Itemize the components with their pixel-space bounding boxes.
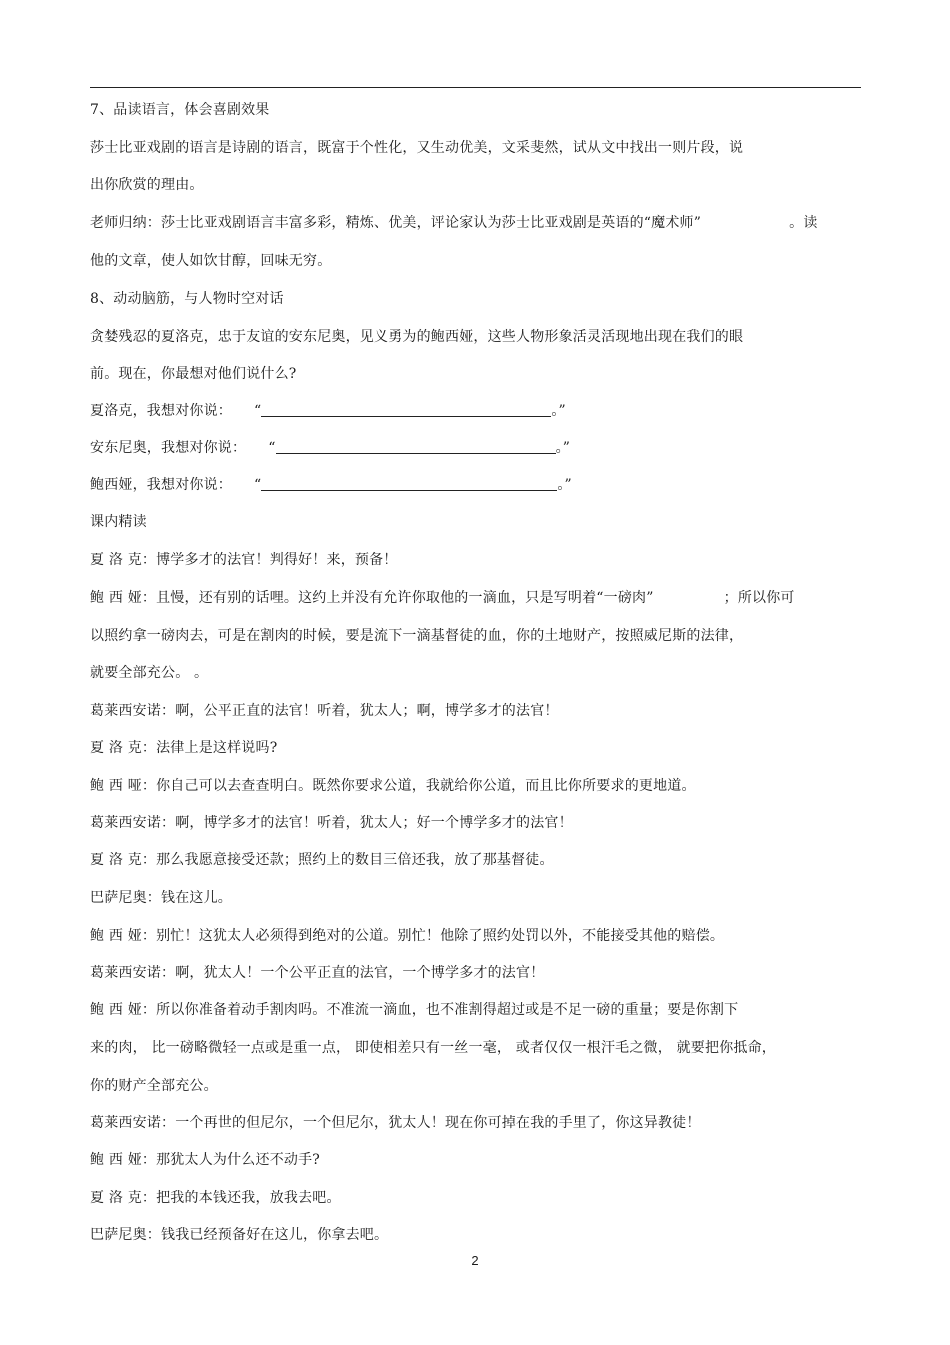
prompt-portia: 鲍西娅，我想对你说： “ 。” [90,477,572,493]
dialogue-line: 巴萨尼奥：钱我已经预备好在这儿，你拿去吧。 [90,1227,389,1243]
answer-blank-antonio[interactable] [276,439,556,454]
section-7-paragraph-line-2: 出你欣赏的理由。 [90,177,204,193]
teacher-summary-tail: 。读 [789,215,818,231]
prompt-portia-label: 鲍西娅，我想对你说： [90,477,232,493]
dialogue-line: 鲍 西 娅：且慢，还有别的话哩。这约上并没有允许你取他的一滴血，只是写明着“一磅肉” ；所以你可 [90,590,795,606]
page-number: 2 [471,1253,479,1268]
dialogue-line: 以照约拿一磅肉去，可是在割肉的时候，要是流下一滴基督徒的血，你的土地财产，按照威尼斯的法律， [90,628,744,644]
dialogue-line: 鲍 西 娅：所以你准备着动手割肉吗。不准流一滴血，也不准割得超过或是不足一磅的重量；要是你割下 [90,1002,739,1018]
section-8-heading: 8、动动脑筋，与人物时空对话 [90,291,284,307]
dialogue-line: 巴萨尼奥：钱在这儿。 [90,890,232,906]
dialogue-line: 夏 洛 克：博学多才的法官！判得好！来，预备！ [90,552,398,568]
dialogue-line: 鲍 西 娅：别忙！这犹太人必须得到绝对的公道。别忙！他除了照约处罚以外，不能接受其他的赔偿。 [90,928,725,944]
teacher-summary-text: 老师归纳：莎士比亚戏剧语言丰富多彩，精炼、优美，评论家认为莎士比亚戏剧是英语的“魔术师” [90,215,702,231]
teacher-summary-line-1 [90,214,818,232]
prompt-antonio-label: 安东尼奥，我想对你说： [90,440,247,456]
dialogue-line: 夏 洛 克：法律上是这样说吗? [90,740,278,756]
dialogue-line: 葛莱西安诺：啊，犹太人！一个公平正直的法官，一个博学多才的法官！ [90,965,545,981]
section-7-heading: 7、品读语言，体会喜剧效果 [90,102,270,118]
dialogue-line: 就要全部充公。 。 [90,665,209,681]
prompt-shylock: 夏洛克，我想对你说： “ 。” [90,403,566,419]
dialogue-line: 你的财产全部充公。 [90,1078,218,1094]
answer-blank-portia[interactable] [261,476,557,491]
dialogue-line: 葛莱西安诺：啊，公平正直的法官！听着，犹太人；啊，博学多才的法官！ [90,703,559,719]
close-reading-heading: 课内精读 [90,514,147,530]
dialogue-line: 来的肉， 比一磅略微轻一点或是重一点， 即使相差只有一丝一毫， 或者仅仅一根汗毛之微， 就要把你抵命， [90,1040,776,1056]
dialogue-line: 鲍 西 哑：你自己可以去查查明白。既然你要求公道，我就给你公道，而且比你所要求的更地道。 [90,778,696,794]
dialogue-line: 夏 洛 克：那么我愿意接受还款；照约上的数目三倍还我，放了那基督徒。 [90,852,554,868]
prompt-shylock-label: 夏洛克，我想对你说： [90,403,232,419]
dialogue-line: 葛莱西安诺：一个再世的但尼尔，一个但尼尔，犹太人！现在你可掉在我的手里了，你这异教徒！ [90,1115,701,1131]
section-8-paragraph-line-2: 前。现在，你最想对他们说什么? [90,366,297,382]
answer-blank-shylock[interactable] [261,402,551,417]
dialogue-line: 夏 洛 克：把我的本钱还我，放我去吧。 [90,1190,341,1206]
header-rule [90,87,861,88]
section-8-paragraph-line-1: 贪婪残忍的夏洛克，忠于友谊的安东尼奥，见义勇为的鲍西娅，这些人物形象活灵活现地出现在我们的眼 [90,329,744,345]
teacher-summary-line-2: 他的文章，使人如饮甘醇，回味无穷。 [90,253,332,269]
prompt-antonio: 安东尼奥，我想对你说： “ 。” [90,440,571,456]
dialogue-line: 葛莱西安诺：啊，博学多才的法官！听着，犹太人；好一个博学多才的法官！ [90,815,573,831]
dialogue-line: 鲍 西 娅：那犹太人为什么还不动手? [90,1152,321,1168]
section-7-paragraph-line-1: 莎士比亚戏剧的语言是诗剧的语言，既富于个性化，又生动优美，文采斐然，试从文中找出一则片段，说 [90,140,744,156]
